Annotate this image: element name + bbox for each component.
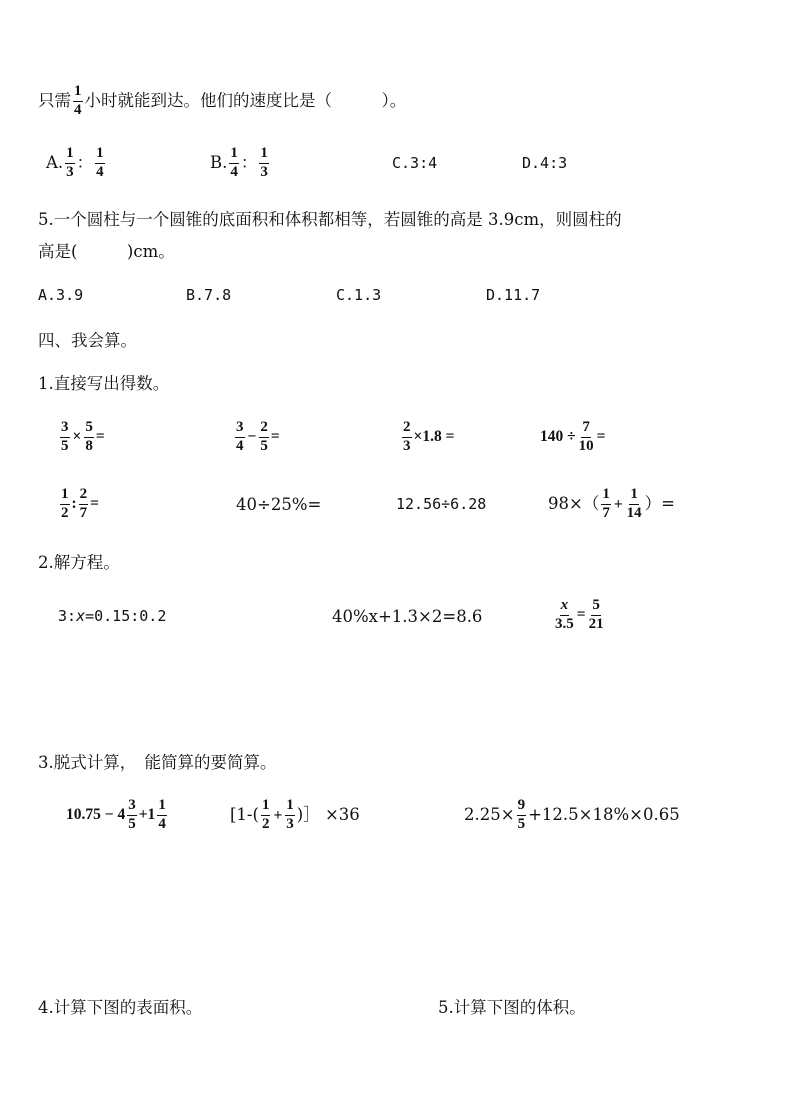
- frac-num: 1: [229, 146, 239, 164]
- frac-num: 1: [601, 487, 611, 505]
- part1-title: 1.直接写出得数。: [38, 374, 170, 393]
- frac-num: 3: [127, 798, 137, 816]
- expression-mid: +1: [138, 805, 156, 823]
- calc-r1-e4: [540, 420, 605, 455]
- frac-den: 4: [236, 437, 244, 454]
- frac-num: x: [560, 598, 570, 616]
- fraction: [127, 798, 137, 833]
- option-a-frac2: [95, 146, 105, 181]
- frac-den: 3: [403, 437, 411, 454]
- frac-num: 2: [79, 487, 89, 505]
- equation-3: [552, 598, 607, 633]
- q4-option-c: C.3:4: [392, 154, 438, 172]
- calc-r2-e4: [548, 487, 675, 522]
- expression-post: +12.5×18%×0.65: [528, 804, 680, 824]
- fraction: [517, 798, 527, 833]
- q4-text-pre: 只需: [38, 90, 71, 110]
- fraction: [601, 487, 611, 522]
- calc-r2-e1: [58, 487, 99, 522]
- calc-r1-e3: [400, 420, 454, 455]
- expression-rest: ×1.8 =: [413, 427, 455, 445]
- option-colon: ：: [76, 152, 94, 172]
- operator: +: [273, 806, 283, 824]
- frac-den: 3.5: [555, 615, 574, 632]
- fraction: [626, 487, 643, 522]
- fraction: [588, 598, 605, 633]
- operator: ×: [72, 427, 82, 445]
- q5-option-a: A.3.9: [38, 286, 84, 304]
- frac-num: 1: [261, 798, 271, 816]
- fraction: [79, 487, 89, 522]
- frac-den: 2: [261, 815, 270, 832]
- calc-r1-e1: [58, 420, 105, 455]
- part3-title: 3.脱式计算， 能简算的要简算。: [38, 753, 277, 772]
- equation-1: [58, 609, 166, 624]
- frac-den: 5: [128, 815, 136, 832]
- frac-den: 5: [517, 815, 526, 832]
- operator: :: [71, 494, 77, 512]
- frac-num: 1: [285, 798, 295, 816]
- expression-pre: 10.75 − 4: [66, 805, 126, 823]
- expression-pre: 2.25×: [464, 804, 515, 824]
- equation-post: =0.15:0.2: [85, 607, 167, 625]
- fraction: [60, 487, 70, 522]
- frac-den: 3: [260, 163, 268, 180]
- frac-den: 10: [578, 437, 594, 454]
- option-colon: ：: [240, 152, 258, 172]
- operator: +: [613, 495, 623, 513]
- frac-num: 2: [259, 420, 269, 438]
- frac-num: 3: [60, 420, 70, 438]
- frac-num: 1: [73, 84, 83, 102]
- calc-r2-e2: 40÷25%=: [236, 495, 322, 514]
- q5-option-d: D.11.7: [486, 286, 541, 304]
- calc-3-e1: [66, 798, 169, 833]
- frac-num: 1: [259, 146, 269, 164]
- frac-den: 4: [74, 101, 82, 118]
- fraction: [578, 420, 595, 455]
- expression-pre: [1-(: [230, 804, 259, 824]
- fraction: [157, 798, 167, 833]
- q5-line2: 高是( )cm。: [38, 242, 175, 261]
- frac-num: 1: [60, 487, 70, 505]
- fraction: [285, 798, 295, 833]
- frac-den: 7: [79, 504, 88, 521]
- frac-den: 2: [61, 504, 69, 521]
- expression-pre: 140 ÷: [540, 427, 576, 445]
- q5-option-b: B.7.8: [186, 286, 232, 304]
- q4-option-a: [46, 146, 107, 181]
- frac-den: 7: [602, 504, 610, 521]
- frac-den: 3: [66, 163, 74, 180]
- equation-2: 40%x+1.3×2=8.6: [332, 607, 483, 626]
- fraction: [259, 420, 269, 455]
- fraction: [554, 598, 575, 633]
- option-label: A.: [46, 152, 64, 172]
- option-b-frac1: [229, 146, 239, 181]
- fraction: [235, 420, 245, 455]
- frac-num: 1: [65, 146, 75, 164]
- equals: =: [576, 605, 586, 623]
- option-b-frac2: [259, 146, 269, 181]
- variable: x: [76, 607, 86, 625]
- part5-title: 5.计算下图的体积。: [438, 998, 586, 1017]
- expression-post: )］ ×36: [296, 804, 360, 824]
- frac-den: 4: [158, 815, 166, 832]
- frac-den: 3: [286, 815, 294, 832]
- fraction: [261, 798, 271, 833]
- frac-den: 5: [61, 437, 69, 454]
- option-a-frac1: [65, 146, 75, 181]
- q4-fraction: [73, 84, 83, 119]
- part2-title: 2.解方程。: [38, 553, 120, 572]
- option-label: B.: [210, 152, 228, 172]
- frac-num: 1: [95, 146, 105, 164]
- equals: =: [270, 427, 280, 445]
- q5-line1: 5.一个圆柱与一个圆锥的底面积和体积都相等，若圆锥的高是 3.9cm，则圆柱的: [38, 210, 622, 229]
- frac-den: 4: [96, 163, 104, 180]
- calc-r1-e2: [233, 420, 280, 455]
- q4-option-d: D.4:3: [522, 154, 568, 172]
- equals: =: [95, 427, 105, 445]
- fraction: [84, 420, 94, 455]
- frac-den: 21: [588, 615, 604, 632]
- fraction: [402, 420, 412, 455]
- frac-num: 5: [84, 420, 94, 438]
- frac-den: 4: [230, 163, 238, 180]
- equation-pre: 3:: [58, 607, 77, 625]
- frac-num: 2: [402, 420, 412, 438]
- calc-3-e3: [464, 798, 680, 833]
- frac-den: 8: [85, 437, 93, 454]
- frac-den: 14: [626, 504, 642, 521]
- section-title: 四、我会算。: [38, 331, 137, 350]
- equals: =: [596, 427, 606, 445]
- frac-num: 7: [581, 420, 591, 438]
- calc-r2-e3: 12.56÷6.28: [396, 495, 487, 513]
- q4-option-b: [210, 146, 271, 181]
- q4-text-post: 小时就能到达。他们的速度比是（ ）。: [84, 90, 407, 110]
- fraction: [60, 420, 70, 455]
- equals: =: [90, 494, 100, 512]
- q5-option-c: C.1.3: [336, 286, 382, 304]
- calc-3-e2: [230, 798, 360, 833]
- expression-post: ）=: [644, 493, 675, 513]
- frac-num: 9: [517, 798, 527, 816]
- operator: −: [247, 427, 257, 445]
- frac-den: 5: [260, 437, 268, 454]
- frac-num: 1: [157, 798, 167, 816]
- frac-num: 5: [591, 598, 601, 616]
- frac-num: 3: [235, 420, 245, 438]
- expression-pre: 98×（: [548, 493, 600, 513]
- frac-num: 1: [629, 487, 639, 505]
- q4-tail-line: [38, 84, 406, 119]
- part4-title: 4.计算下图的表面积。: [38, 998, 203, 1017]
